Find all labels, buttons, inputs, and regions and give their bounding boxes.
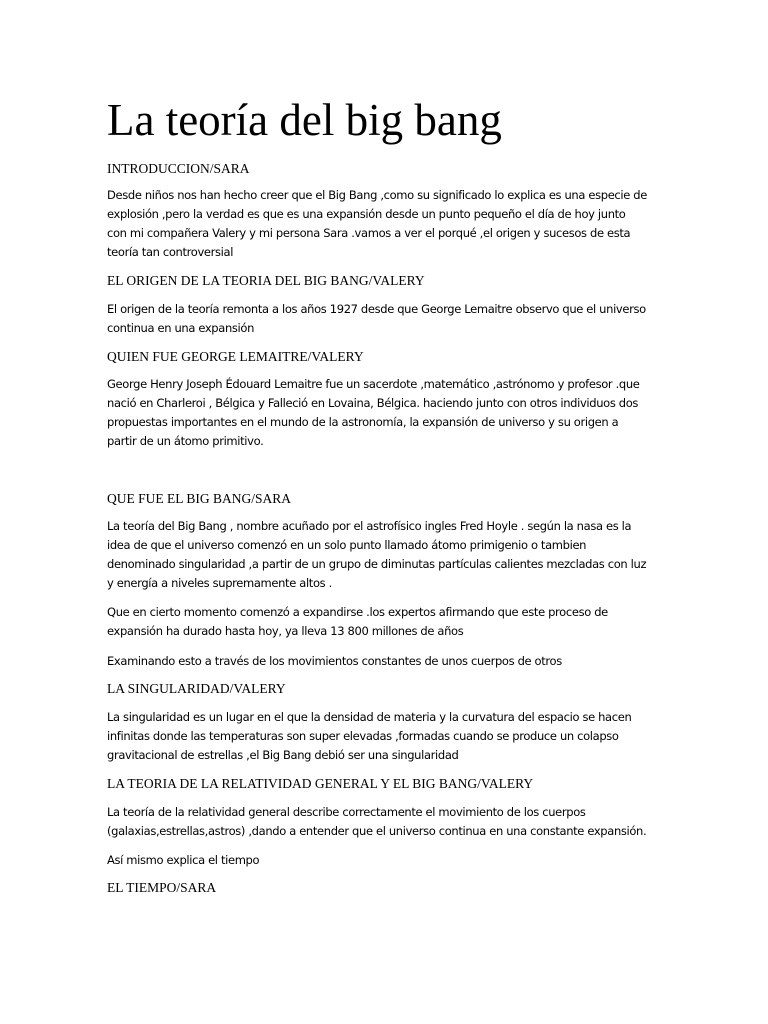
text-line: El origen de la teoría remonta a los años 1927 desde que George Lemaitre observo que el universo xyxy=(107,302,646,316)
section-heading-relatividad: LA TEORIA DE LA RELATIVIDAD GENERAL Y EL BIG BANG/VALERY xyxy=(107,776,534,791)
text-line: infinitas donde las temperaturas son super elevadas ,formadas cuando se produce un colapso xyxy=(107,729,619,743)
paragraph-introduccion xyxy=(107,186,663,262)
text-line: denominado singularidad ,a partir de un grupo de diminutas partículas calientes mezcladas con luz xyxy=(107,557,647,571)
text-line: La singularidad es un lugar en el que la densidad de materia y la curvatura del espacio se hacen xyxy=(107,710,632,724)
section-heading-que-fue-big-bang: QUE FUE EL BIG BANG/SARA xyxy=(107,491,292,506)
paragraph-lemaitre xyxy=(107,375,663,451)
text-line: y energía a niveles supremamente altos . xyxy=(107,576,332,590)
paragraph-big-bang-1 xyxy=(107,517,663,593)
paragraph-origen xyxy=(107,300,663,338)
text-line: gravitacional de estrellas ,el Big Bang debió ser una singularidad xyxy=(107,748,459,762)
text-line: propuestas importantes en el mundo de la astronomía, la expansión de universo y su origen a xyxy=(107,415,619,429)
text-line: con mi compañera Valery y mi persona Sara .vamos a ver el porqué ,el origen y sucesos de esta xyxy=(107,226,631,240)
text-line: explosión ,pero la verdad es que es una expansión desde un punto pequeño el día de hoy junto xyxy=(107,207,626,221)
text-line: expansión ha durado hasta hoy, ya lleva 13 800 millones de años xyxy=(107,624,464,638)
text-line: La teoría de la relatividad general describe correctamente el movimiento de los cuerpos xyxy=(107,805,586,819)
section-heading-tiempo: EL TIEMPO/SARA xyxy=(107,880,217,895)
text-line: George Henry Joseph Édouard Lemaitre fue un sacerdote ,matemático ,astrónomo y profesor .que xyxy=(107,377,640,391)
text-line: Que en cierto momento comenzó a expandirse .los expertos afirmando que este proceso de xyxy=(107,605,608,619)
paragraph-relatividad-2 xyxy=(107,851,663,870)
paragraph-big-bang-3 xyxy=(107,652,663,671)
paragraph-singularidad xyxy=(107,708,663,765)
section-heading-lemaitre: QUIEN FUE GEORGE LEMAITRE/VALERY xyxy=(107,349,364,364)
section-heading-singularidad: LA SINGULARIDAD/VALERY xyxy=(107,681,286,696)
text-line: continua en una expansión xyxy=(107,321,255,335)
text-line: Examinando esto a través de los movimientos constantes de unos cuerpos de otros xyxy=(107,654,562,668)
text-line: teoría tan controversial xyxy=(107,245,234,259)
paragraph-big-bang-2 xyxy=(107,603,663,641)
section-heading-origen: EL ORIGEN DE LA TEORIA DEL BIG BANG/VALERY xyxy=(107,273,425,288)
text-line: (galaxias,estrellas,astros) ,dando a entender que el universo continua en una constante expansión. xyxy=(107,824,647,838)
text-line: nació en Charleroi , Bélgica y Falleció en Lovaina, Bélgica. haciendo junto con otros individuos dos xyxy=(107,396,639,410)
text-line: La teoría del Big Bang , nombre acuñado por el astrofísico ingles Fred Hoyle . según la nasa es la xyxy=(107,519,632,533)
text-line: partir de un átomo primitivo. xyxy=(107,434,264,448)
text-line: idea de que el universo comenzó en un solo punto llamado átomo primigenio o tambien xyxy=(107,538,587,552)
document-title: La teoría del big bang xyxy=(107,95,502,145)
paragraph-relatividad-1 xyxy=(107,803,663,841)
text-line: Desde niños nos han hecho creer que el Big Bang ,como su significado lo explica es una especie de xyxy=(107,188,647,202)
section-heading-introduccion: INTRODUCCION/SARA xyxy=(107,161,250,176)
text-line: Así mismo explica el tiempo xyxy=(107,853,260,867)
